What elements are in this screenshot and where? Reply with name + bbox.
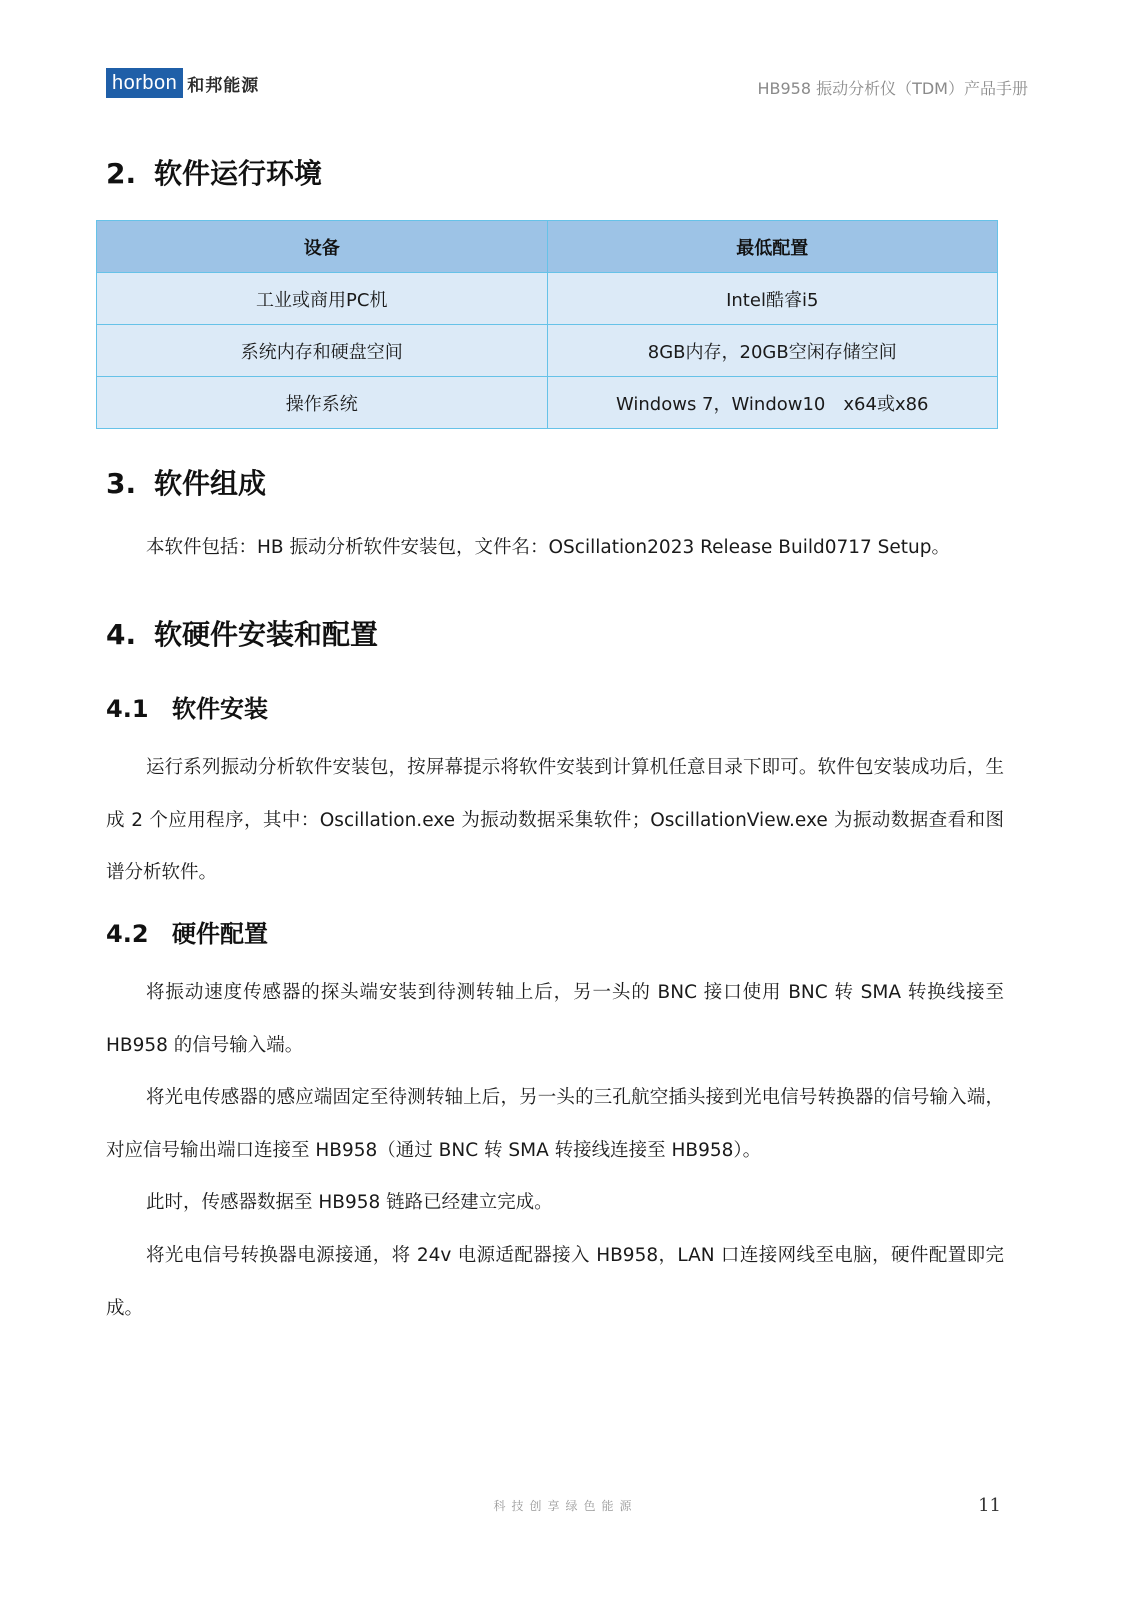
subsection-number: 4.2 [106,920,149,948]
section-heading-2 [106,152,322,192]
section-heading-3 [106,462,266,502]
subsection-title: 软件安装 [172,695,268,723]
paragraph: 运行系列振动分析软件安装包，按屏幕提示将软件安装到计算机任意目录下即可。软件包安装成功后，生成 2 个应用程序，其中：Oscillation.exe 为振动数据采集软件；OscillationView.exe 为振动数据查看和图谱分析软件。 [106,757,1004,883]
paragraph: 此时，传感器数据至 HB958 链路已经建立完成。 [146,1192,553,1213]
subsection-title: 硬件配置 [172,920,268,948]
table-cell: 工业或商用PC机 [97,273,548,325]
table-header-row [97,221,998,273]
logo-wordmark: horbon [106,68,183,98]
section-number: 2. [106,157,137,190]
section-number: 3. [106,467,137,500]
table-row [97,377,998,429]
table-cell: 8GB内存，20GB空闲存储空间 [547,325,998,377]
paragraph: 将振动速度传感器的探头端安装到待测转轴上后，另一头的 BNC 接口使用 BNC 转 SMA 转换线接至 HB958 的信号输入端。 [106,982,1004,1056]
section-title: 软件组成 [154,467,267,500]
paragraph: 将光电传感器的感应端固定至待测转轴上后，另一头的三孔航空插头接到光电信号转换器的信号输入端，对应信号输出端口连接至 HB958（通过 BNC 转 SMA 转接线连接至 HB958）。 [106,1087,1004,1161]
section-title: 软硬件安装和配置 [154,618,379,651]
table-cell: 操作系统 [97,377,548,429]
table-cell: Windows 7，Window10 x64或x86 [547,377,998,429]
paragraph: 将光电信号转换器电源接通，将 24v 电源适配器接入 HB958，LAN 口连接网线至电脑，硬件配置即完成。 [106,1245,1004,1319]
page-number: 11 [978,1495,1001,1516]
subsection-number: 4.1 [106,695,149,723]
table-row [97,273,998,325]
subsection-heading-4-1 [106,689,268,724]
logo-chinese-name: 和邦能源 [187,75,260,96]
section-number: 4. [106,618,137,651]
paragraph: 本软件包括：HB 振动分析软件安装包，文件名：OScillation2023 Release Build0717 Setup。 [146,537,951,558]
subsection-heading-4-2 [106,914,268,949]
table-row [97,325,998,377]
table-header-cell: 最低配置 [547,221,998,273]
company-logo [106,68,259,98]
document-title: HB958 振动分析仪（TDM）产品手册 [757,79,1028,98]
table-header-cell: 设备 [97,221,548,273]
requirements-table [96,220,998,429]
footer-slogan: 科技创享绿色能源 [493,1499,638,1513]
table-cell: Intel酷睿i5 [547,273,998,325]
section-heading-4 [106,613,378,653]
table-cell: 系统内存和硬盘空间 [97,325,548,377]
section-title: 软件运行环境 [154,157,323,190]
page-header [0,0,1131,120]
